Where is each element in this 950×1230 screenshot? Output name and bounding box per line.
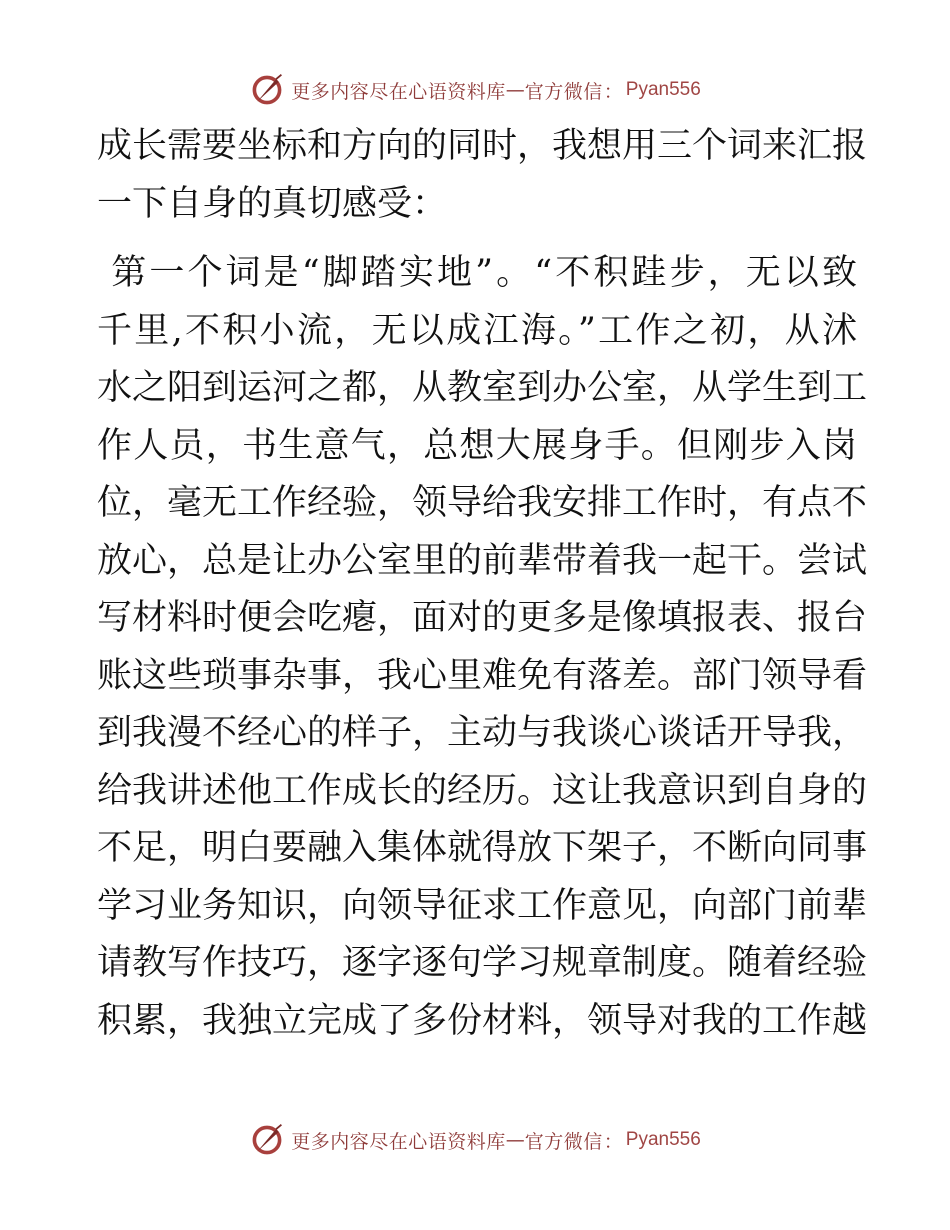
paragraph-intro [97, 118, 868, 233]
text-line: 学习业务知识，向领导征求工作意见，向部门前辈 [97, 885, 868, 926]
quill-circle-icon [249, 1122, 285, 1158]
text-line: 放心，总是让办公室里的前辈带着我一起干。尝试 [97, 540, 868, 581]
watermark-dash: — [505, 1129, 525, 1151]
text-line: 积累，我独立完成了多份材料，领导对我的工作越 [97, 1000, 868, 1041]
quill-circle-icon [249, 72, 285, 108]
watermark-official-text: 官方微信 [524, 80, 603, 103]
text-line: 账这些琐事杂事，我心里难免有落差。部门领导看 [97, 655, 868, 696]
text-line: 千里,不积小流，无以成江海。”工作之初，从沭 [97, 310, 857, 351]
document-body [97, 118, 868, 1050]
footer-watermark [0, 1120, 950, 1160]
watermark-site-text: 更多内容尽在心语资料库 [291, 1130, 506, 1153]
text-line: 一下自身的真切感受： [97, 183, 448, 224]
text-line: 给我讲述他工作成长的经历。这让我意识到自身的 [97, 770, 868, 811]
text-line: 请教写作技巧，逐字逐句学习规章制度。随着经验 [97, 943, 868, 983]
paragraph-first-word [97, 245, 868, 1050]
paragraph-gap [97, 233, 857, 245]
watermark-dash: — [505, 79, 525, 101]
text-line: 水之阳到运河之都，从教室到办公室，从学生到工 [97, 368, 868, 408]
text-line: 位，毫无工作经验，领导给我安排工作时，有点不 [97, 483, 868, 523]
watermark-colon: ： [603, 80, 623, 103]
text-line: 第一个词是“脚踏实地”。“不积跬步，无以致 [97, 253, 857, 293]
watermark-official-text: 官方微信 [524, 1130, 603, 1153]
watermark-colon: ： [603, 1130, 623, 1153]
watermark-site-text: 更多内容尽在心语资料库 [291, 80, 506, 103]
watermark-account-id: Pyan556 [625, 79, 701, 100]
text-line: 不足，明白要融入集体就得放下架子，不断向同事 [97, 828, 868, 868]
header-watermark [0, 70, 950, 110]
watermark-account-id: Pyan556 [625, 1129, 701, 1150]
text-line: 写材料时便会吃瘪，面对的更多是像填报表、报台 [97, 598, 868, 638]
text-line: 到我漫不经心的样子，主动与我谈心谈话开导我， [97, 713, 868, 753]
text-line: 作人员，书生意气，总想大展身手。但刚步入岗 [97, 425, 857, 466]
text-line: 成长需要坐标和方向的同时，我想用三个词来汇报 [97, 126, 868, 166]
